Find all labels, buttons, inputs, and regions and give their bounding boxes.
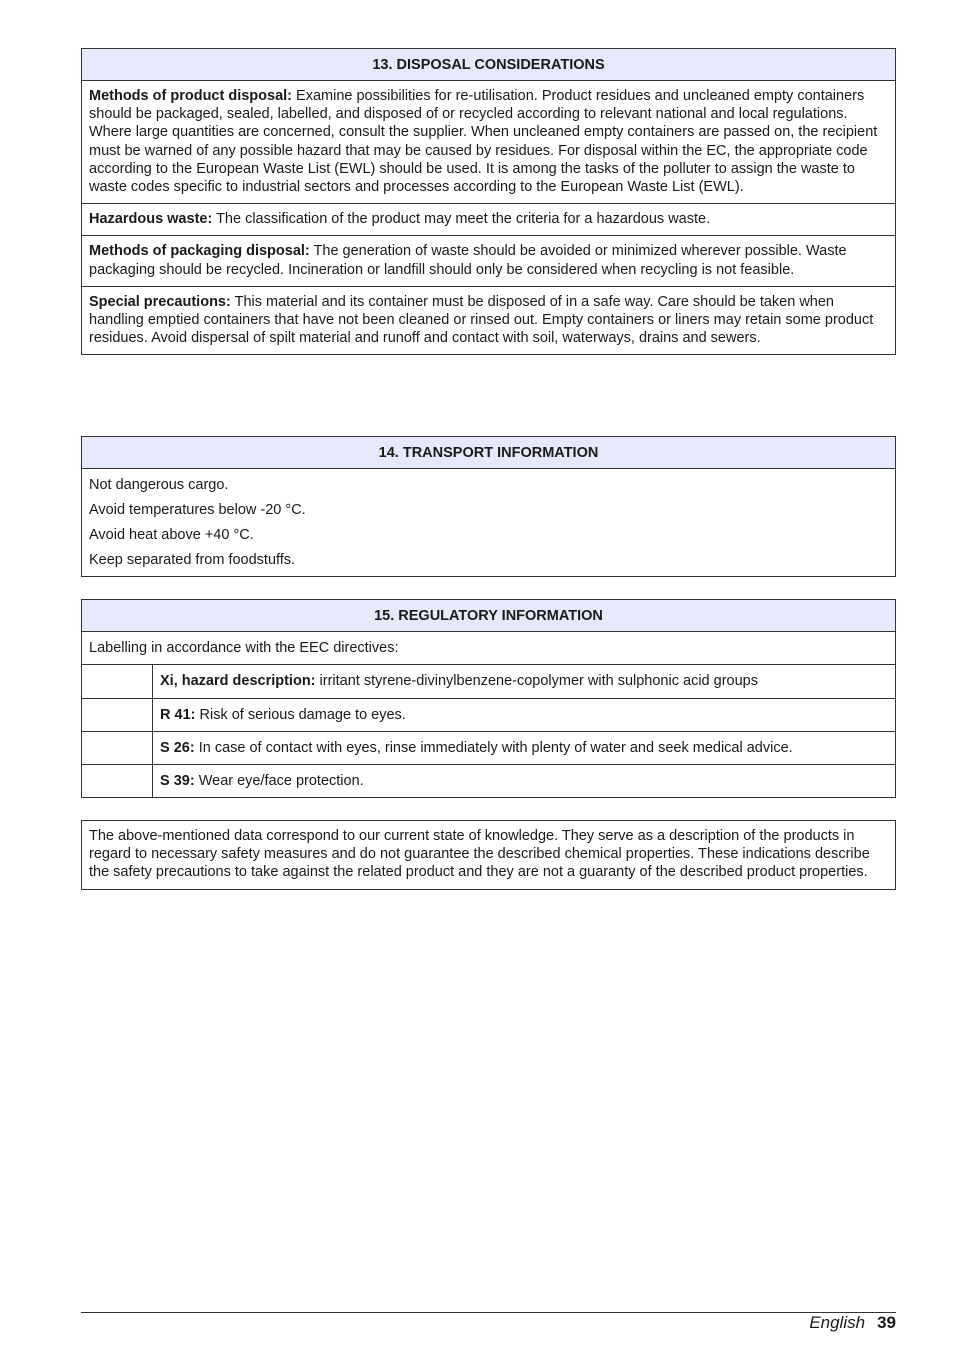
transport-line: Not dangerous cargo. (89, 476, 229, 493)
item-text: Examine possibilities for re-utilisation. Product residues and uncleaned empty containers should be packaged, sealed, labelled, and disposed of or recycled according to relevant national and local regulations. Where large quantities are concerned, consult the supplier. When uncleaned empty containers are passed on, the recipient must be warned of any possible hazard that may be caused by residues. For disposal within the EC, the appropriate code according to the European Waste List (EWL) should be used. It is among the tasks of the polluter to assign the waste to waste codes specific to industrial sectors and processes according to the European Waste List (EWL). (89, 88, 878, 196)
disclaimer-text: The above-mentioned data correspond to our current state of knowledge. They serve as a description of the products in regard to necessary safety measures and do not guarantee the described chemical properties. These indications describe the safety precautions to take against the related product and they are not a guaranty of the described product properties. (89, 828, 870, 881)
row-text: In case of contact with eyes, rinse immediately with plenty of water and seek medical advice. (194, 740, 793, 756)
transport-line: Avoid temperatures below -20 °C. (89, 501, 306, 518)
transport-line: Avoid heat above +40 °C. (89, 526, 254, 543)
row-label: Xi, hazard description: (160, 673, 316, 689)
section-title: 13. DISPOSAL CONSIDERATIONS (82, 49, 895, 81)
footer-language: English (809, 1313, 866, 1332)
disposal-item (82, 81, 895, 203)
footer-divider (81, 1312, 896, 1313)
row-text: irritant styrene-divinylbenzene-copolymer with sulphonic acid groups (315, 673, 758, 689)
disclaimer-box (81, 820, 896, 890)
disposal-item (82, 235, 895, 285)
transport-line: Keep separated from foodstuffs. (89, 551, 296, 568)
page-number: 39 (877, 1313, 896, 1332)
row-text: Risk of serious damage to eyes. (195, 707, 406, 723)
transport-lines (82, 469, 895, 576)
disposal-item (82, 203, 895, 235)
symbol-cell (82, 665, 153, 698)
page-footer (809, 1312, 896, 1334)
regulatory-row (82, 764, 895, 797)
regulatory-text (153, 765, 371, 797)
row-text: Wear eye/face protection. (194, 773, 364, 789)
regulatory-text (153, 665, 765, 698)
item-label: Special precautions: (89, 293, 231, 310)
item-text: The classification of the product may meet the criteria for a hazardous waste. (212, 211, 711, 228)
regulatory-row (82, 665, 895, 698)
symbol-cell (82, 765, 153, 797)
item-label: Methods of product disposal: (89, 88, 292, 104)
disposal-item (82, 286, 895, 355)
item-label: Hazardous waste: (89, 211, 213, 228)
item-label: Methods of packaging disposal: (89, 243, 310, 260)
symbol-cell (82, 732, 153, 764)
regulatory-section (81, 599, 896, 798)
regulatory-text (153, 699, 413, 731)
row-label: S 39: (160, 773, 195, 789)
regulatory-row (82, 698, 895, 731)
section-title: 15. REGULATORY INFORMATION (82, 600, 895, 632)
regulatory-text (153, 732, 800, 764)
section-title: 14. TRANSPORT INFORMATION (82, 437, 895, 469)
regulatory-intro: Labelling in accordance with the EEC directives: (82, 632, 895, 665)
item-text: The generation of waste should be avoided or minimized wherever possible. Waste packaging should be recycled. Incineration or landfill should only be considered when recycling is not feasible. (89, 243, 847, 278)
row-label: R 41: (160, 707, 196, 723)
transport-section (81, 436, 896, 577)
disposal-section (81, 48, 896, 355)
item-text: This material and its container must be disposed of in a safe way. Care should be taken when handling emptied containers that have not been cleaned or rinsed out. Empty containers or liners may retain some product residues. Avoid dispersal of spilt material and runoff and contact with soil, waterways, drains and sewers. (89, 293, 874, 347)
regulatory-row (82, 731, 895, 764)
row-label: S 26: (160, 740, 195, 756)
symbol-cell (82, 699, 153, 731)
